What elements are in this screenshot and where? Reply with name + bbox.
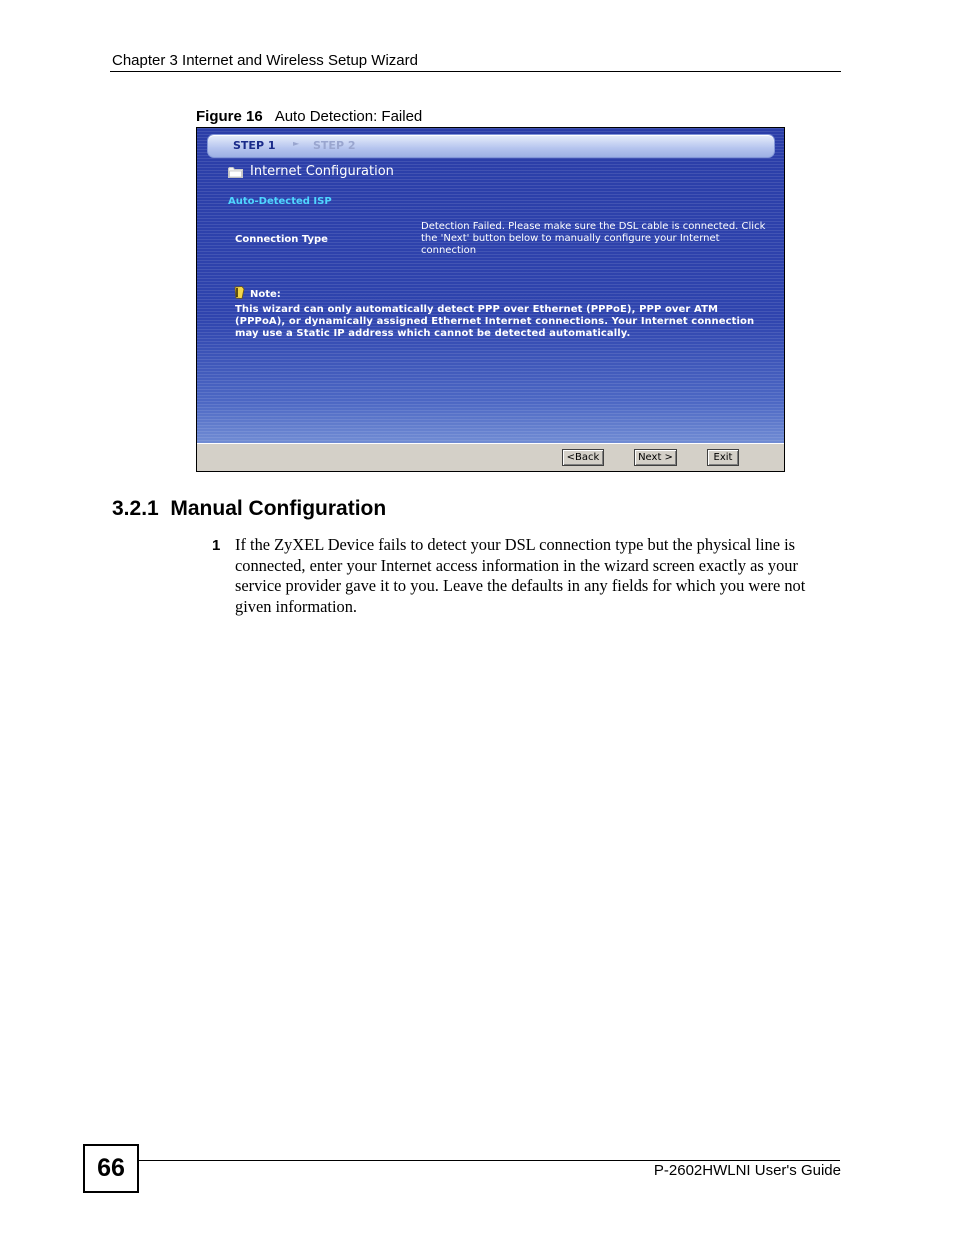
footer-rule xyxy=(139,1160,840,1161)
step-arrow-icon: ► xyxy=(293,139,300,148)
figure-caption xyxy=(196,108,422,125)
note-icon xyxy=(234,286,245,299)
step-2-label: STEP 2 xyxy=(313,139,356,152)
figure-number: Figure 16 xyxy=(196,108,263,125)
header-rule xyxy=(110,71,841,72)
exit-button[interactable]: Exit xyxy=(707,449,739,466)
chapter-header: Chapter 3 Internet and Wireless Setup Wizard xyxy=(112,52,418,69)
figure-title: Auto Detection: Failed xyxy=(274,108,423,125)
button-bar xyxy=(197,443,784,472)
step-number: 1 xyxy=(212,537,221,554)
connection-type-label: Connection Type xyxy=(235,234,328,245)
connection-type-message: Detection Failed. Please make sure the DSL cable is connected. Click the 'Next' button below to manually configure your Internet connection xyxy=(421,221,766,256)
wizard-screenshot xyxy=(196,127,785,472)
section-title: Internet Configuration xyxy=(250,164,394,179)
back-button[interactable]: <Back xyxy=(562,449,604,466)
section-heading: 3.2.1 Manual Configuration xyxy=(112,497,387,520)
guide-title: P-2602HWLNI User's Guide xyxy=(653,1162,841,1179)
note-text: This wizard can only automatically detect PPP over Ethernet (PPPoE), PPP over ATM (PPPoA), or dynamically assigned Ethernet Internet connections. Your Internet connection may use a Static IP address which cannot be detected automatically. xyxy=(235,304,755,339)
page-number: 66 xyxy=(83,1144,139,1193)
auto-detected-isp-label: Auto-Detected ISP xyxy=(228,196,332,207)
next-button[interactable]: Next > xyxy=(634,449,677,466)
folder-icon xyxy=(228,166,243,178)
note-label: Note: xyxy=(250,289,281,300)
step-text: If the ZyXEL Device fails to detect your DSL connection type but the physical line is connected, enter your Internet access information in the wizard screen exactly as your service provider gave it to you. Leave the defaults in any fields for which you were not given information. xyxy=(235,535,806,616)
step-1-label: STEP 1 xyxy=(233,139,276,152)
